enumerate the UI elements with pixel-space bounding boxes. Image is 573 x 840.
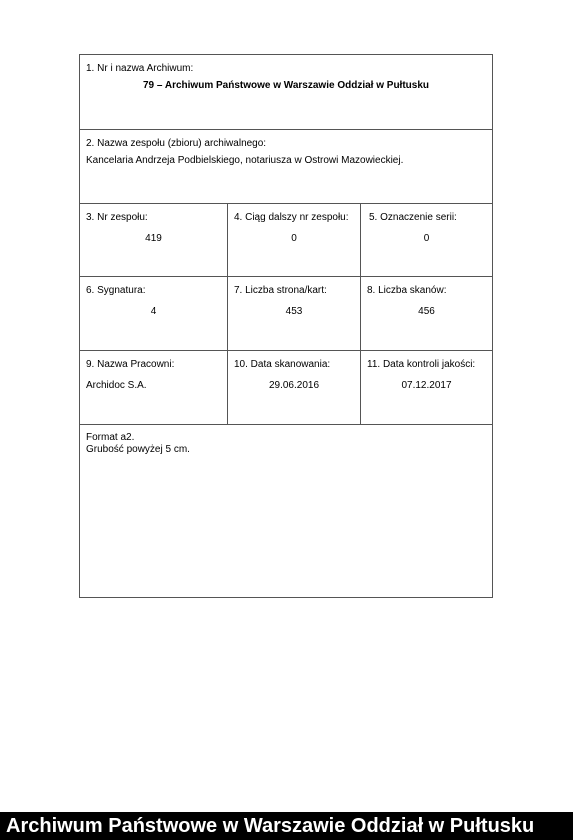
workshop-label: 9. Nazwa Pracowni:: [86, 359, 175, 370]
signature-cell: [80, 277, 228, 350]
signature-label: 6. Sygnatura:: [86, 285, 146, 296]
workshop-value: Archidoc S.A.: [86, 380, 147, 391]
quality-check-date-cell: [361, 351, 492, 424]
notes-row: [80, 425, 492, 597]
signature-value: 4: [150, 306, 157, 317]
fonds-name-value: Kancelaria Andrzeja Podbielskiego, notariusza w Ostrowi Mazowieckiej.: [86, 155, 404, 166]
fonds-continuation-cell: [228, 204, 361, 276]
pages-count-cell: [228, 277, 361, 350]
series-label: 5. Oznaczenie serii:: [369, 212, 457, 223]
notes: [86, 432, 190, 456]
fonds-continuation-label: 4. Ciąg dalszy nr zespołu:: [234, 212, 349, 223]
scan-date-value: 29.06.2016: [268, 380, 320, 391]
metadata-sheet: [79, 54, 493, 598]
scan-date-label: 10. Data skanowania:: [234, 359, 331, 370]
series-value: 0: [423, 233, 430, 244]
archive-footer-banner: Archiwum Państwowe w Warszawie Oddział w Pułtusku: [0, 812, 573, 840]
fonds-number-cell: [80, 204, 228, 276]
workshop-row: [80, 351, 492, 425]
scans-count-label: 8. Liczba skanów:: [367, 285, 447, 296]
fonds-continuation-value: 0: [291, 233, 297, 244]
scans-count-value: 456: [418, 306, 435, 317]
notes-thickness: Grubość powyżej 5 cm.: [86, 444, 190, 455]
scan-date-cell: [228, 351, 361, 424]
archive-row: [80, 55, 492, 130]
fonds-number-value: 419: [145, 233, 162, 244]
workshop-cell: [80, 351, 228, 424]
quality-check-date-label: 11. Data kontroli jakości:: [367, 359, 476, 370]
pages-count-value: 453: [285, 306, 303, 317]
series-cell: [361, 204, 492, 276]
archive-value: 79 – Archiwum Państwowe w Warszawie Oddział w Pułtusku: [143, 80, 429, 91]
quality-check-date-value: 07.12.2017: [401, 380, 452, 391]
fonds-number-row: [80, 204, 492, 277]
notes-format: Format a2.: [86, 432, 135, 443]
fonds-number-label: 3. Nr zespołu:: [86, 212, 148, 223]
scans-count-cell: [361, 277, 492, 350]
signature-row: [80, 277, 492, 351]
pages-count-label: 7. Liczba strona/kart:: [234, 285, 327, 296]
fonds-name-label: 2. Nazwa zespołu (zbioru) archiwalnego:: [86, 138, 267, 149]
fonds-name-row: [80, 130, 492, 204]
archive-label: 1. Nr i nazwa Archiwum:: [86, 63, 194, 74]
